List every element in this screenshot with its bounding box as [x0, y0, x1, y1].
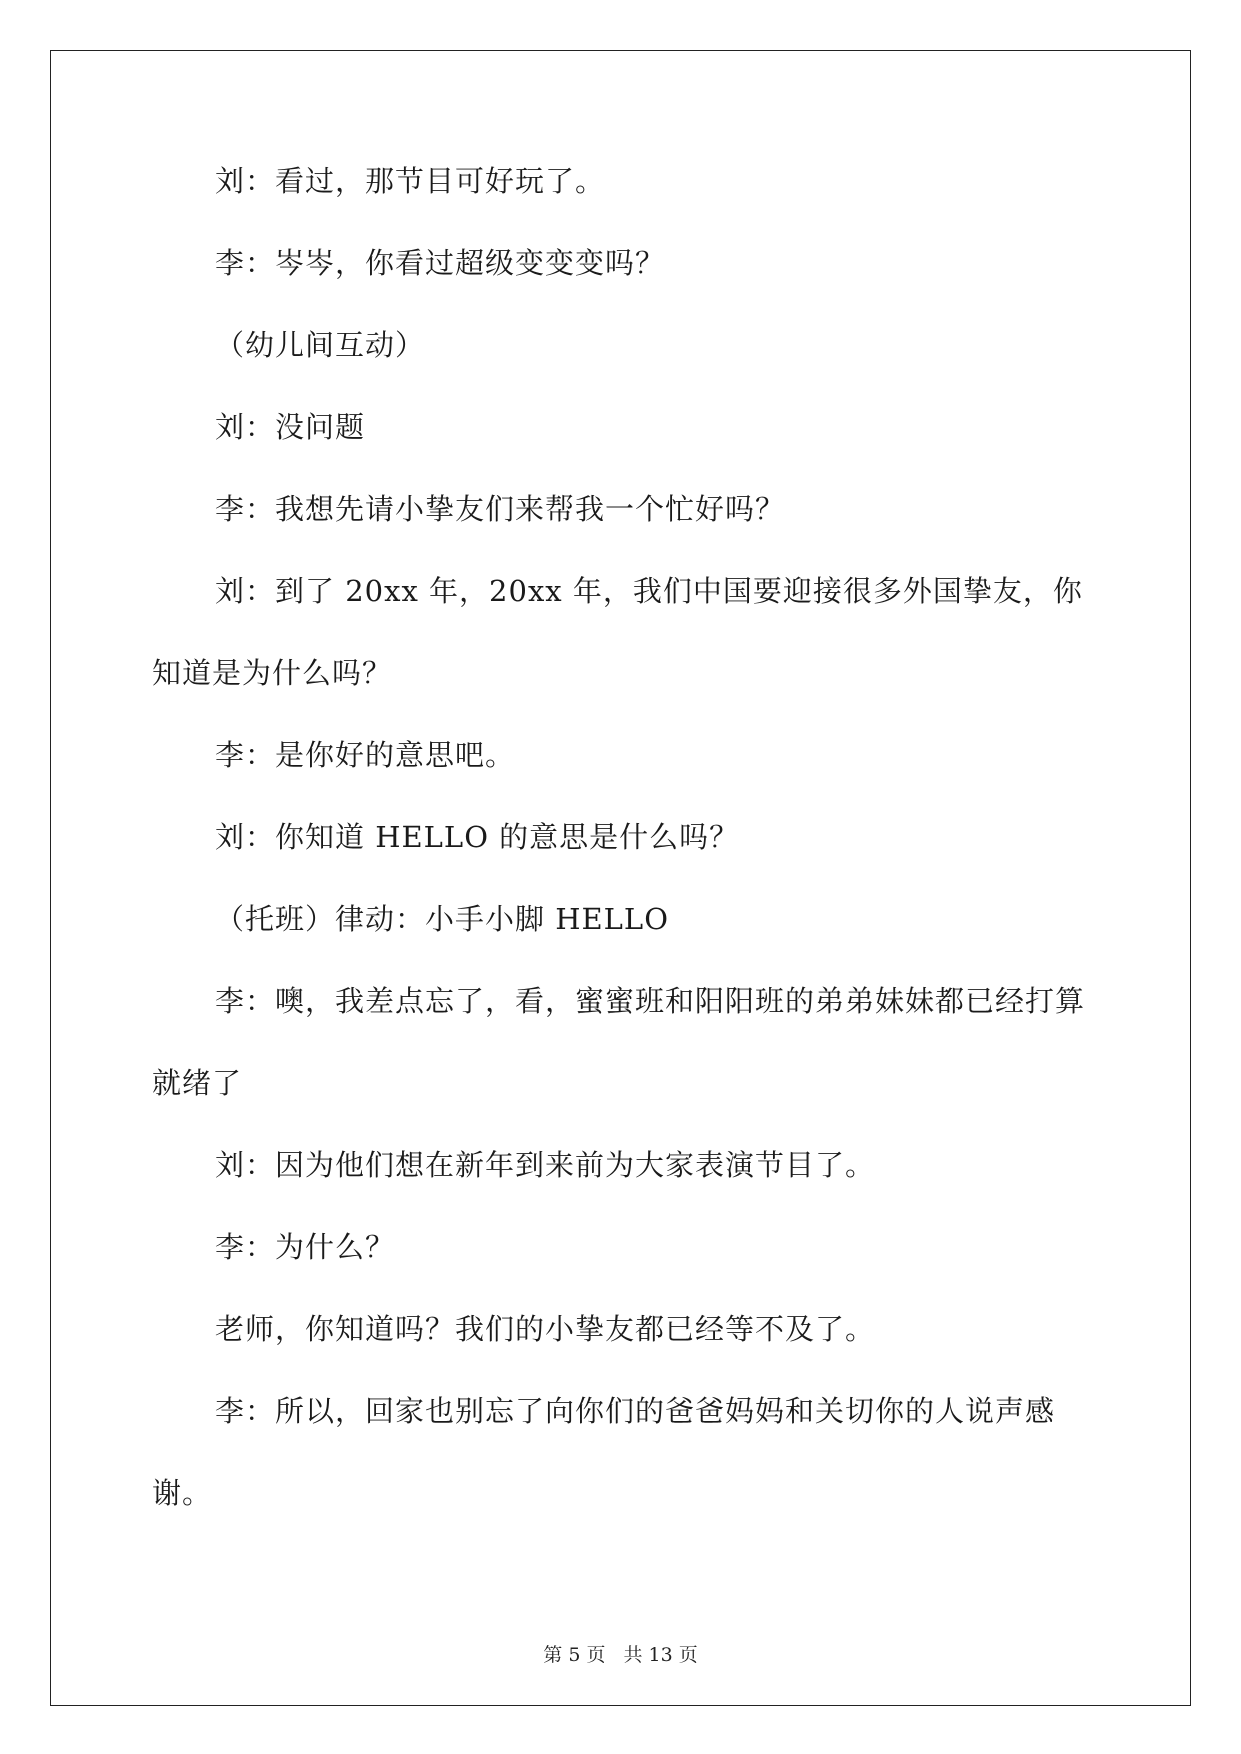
paragraph: 李：是你好的意思吧。 [215, 738, 516, 772]
paragraph: 李：噢，我差点忘了，看，蜜蜜班和阳阳班的弟弟妹妹都已经打算就绪了 [152, 984, 1086, 1100]
page-footer [0, 1640, 1241, 1667]
paragraph: 李：所以，回家也别忘了向你们的爸爸妈妈和关切你的人说声感谢。 [152, 1394, 1056, 1510]
document-body [152, 166, 1087, 1534]
paragraph: （托班）律动：小手小脚 HELLO [215, 902, 669, 936]
paragraph: 李：岑岑，你看过超级变变变吗？ [215, 246, 666, 280]
paragraph: 李：为什么？ [215, 1230, 396, 1264]
paragraph: 刘：你知道 HELLO 的意思是什么吗？ [215, 820, 740, 854]
paragraph: （幼儿间互动） [215, 328, 426, 362]
paragraph: 老师，你知道吗？我们的小挚友都已经等不及了。 [215, 1312, 876, 1346]
paragraph: 刘：没问题 [215, 410, 366, 444]
page-number: 第 5 页 [543, 1644, 606, 1666]
paragraph: 刘：到了 20xx 年，20xx 年，我们中国要迎接很多外国挚友，你知道是为什么吗？ [152, 574, 1083, 690]
page-total: 共 13 页 [623, 1644, 698, 1666]
paragraph: 刘：因为他们想在新年到来前为大家表演节目了。 [215, 1148, 876, 1182]
paragraph: 李：我想先请小挚友们来帮我一个忙好吗？ [215, 492, 786, 526]
paragraph: 刘：看过，那节目可好玩了。 [215, 164, 606, 198]
